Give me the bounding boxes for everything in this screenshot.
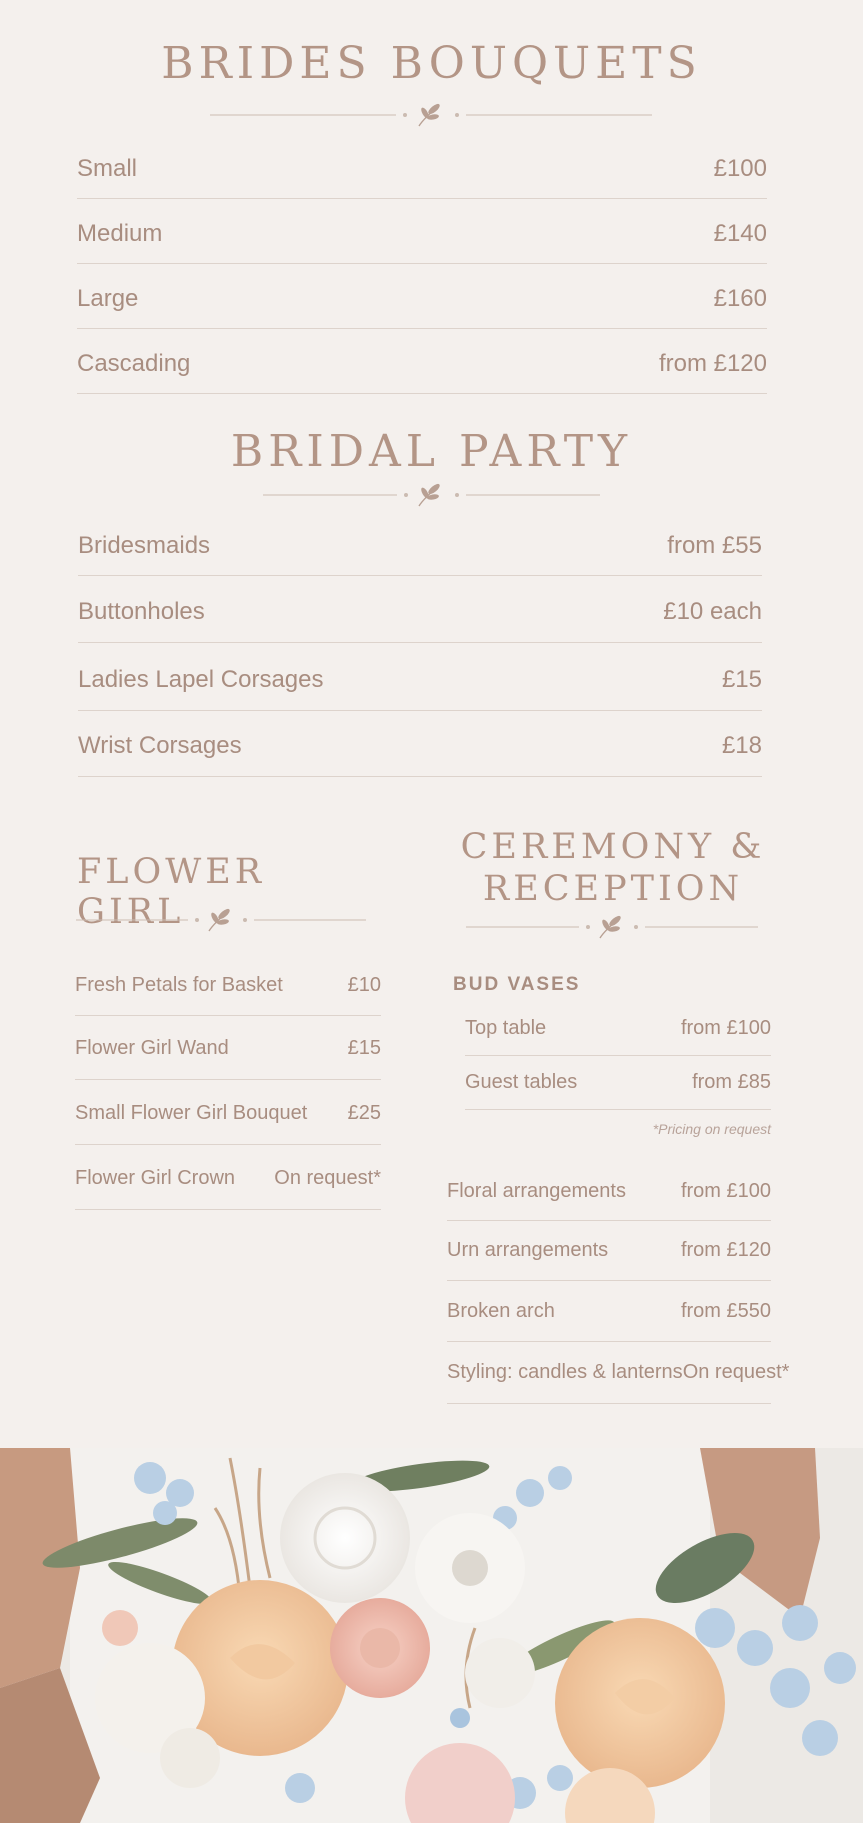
- item-price: On request*: [682, 1361, 790, 1383]
- item-name: Fresh Petals for Basket: [75, 973, 283, 996]
- pricing-note: *Pricing on request: [652, 1121, 771, 1137]
- list-item: [75, 1147, 381, 1210]
- item-price: £140: [713, 219, 767, 247]
- list-item: [447, 1163, 771, 1221]
- item-name: Wrist Corsages: [78, 732, 242, 759]
- item-name: Buttonholes: [78, 598, 205, 625]
- list-item: [77, 269, 767, 329]
- ceremony-title-line: RECEPTION: [482, 869, 744, 909]
- item-name: Top table: [465, 1017, 547, 1039]
- leaf-divider: [263, 480, 600, 512]
- item-name: Ladies Lapel Corsages: [78, 665, 324, 693]
- item-price: £10: [347, 973, 381, 996]
- item-name: Small: [77, 155, 138, 182]
- bouquet-photo: [0, 1448, 863, 1823]
- item-price: £100: [713, 155, 767, 182]
- flower-bouquet-image: [0, 1448, 863, 1823]
- list-item: [77, 204, 767, 264]
- item-price: from £550: [680, 1299, 771, 1322]
- item-name: Floral arrangements: [447, 1180, 626, 1202]
- item-name: Medium: [77, 219, 163, 247]
- leaf-divider: [210, 100, 652, 132]
- leaf-sprig-icon: [419, 482, 441, 506]
- item-name: Styling: candles & lanterns: [447, 1361, 683, 1383]
- item-price: On request*: [274, 1166, 381, 1189]
- item-name: Cascading: [77, 349, 191, 377]
- item-name: Bridesmaids: [78, 531, 211, 559]
- leaf-sprig-icon: [209, 907, 231, 931]
- leaf-divider: [76, 905, 366, 937]
- list-item: [447, 1281, 771, 1342]
- bridal-party-title: BRIDAL PARTY: [230, 426, 633, 477]
- list-item: [447, 1221, 771, 1281]
- item-price: from £120: [658, 349, 767, 377]
- list-item: [465, 1002, 771, 1056]
- item-name: Flower Girl Crown: [75, 1166, 236, 1189]
- list-item: [78, 516, 762, 576]
- list-item: [78, 649, 762, 711]
- list-item: [75, 955, 381, 1016]
- item-price: £18: [721, 732, 762, 759]
- list-item: [75, 1018, 381, 1080]
- brides-bouquets-title: BRIDES BOUQUETS: [161, 38, 702, 89]
- item-price: £10 each: [663, 598, 762, 625]
- item-name: Broken arch: [447, 1299, 555, 1322]
- bud-vases-title: BUD VASES: [453, 974, 581, 995]
- item-price: £160: [713, 284, 767, 312]
- item-price: from £100: [680, 1180, 771, 1202]
- item-price: from £120: [680, 1239, 771, 1261]
- leaf-sprig-icon: [600, 914, 622, 938]
- list-item: [465, 1056, 771, 1110]
- item-name: Small Flower Girl Bouquet: [75, 1101, 308, 1124]
- item-name: Urn arrangements: [447, 1239, 609, 1261]
- list-item: [78, 582, 762, 643]
- item-price: from £85: [692, 1071, 771, 1093]
- ceremony-title: [448, 826, 778, 910]
- item-price: £15: [347, 1037, 381, 1059]
- leaf-divider: [466, 912, 758, 944]
- list-item: [78, 716, 762, 777]
- item-price: from £55: [667, 531, 762, 559]
- list-item: [75, 1082, 381, 1145]
- item-price: £15: [721, 665, 762, 693]
- leaf-sprig-icon: [419, 102, 441, 126]
- item-name: Guest tables: [465, 1071, 578, 1093]
- item-price: £25: [347, 1101, 381, 1124]
- item-name: Flower Girl Wand: [75, 1037, 229, 1059]
- list-item: [447, 1342, 790, 1404]
- item-name: Large: [77, 284, 139, 312]
- item-price: from £100: [680, 1017, 771, 1039]
- list-item: [77, 140, 767, 199]
- ceremony-title-line: CEREMONY &: [460, 827, 766, 867]
- list-item: [77, 334, 767, 394]
- flower-girl-title: FLOWER GIRL: [77, 852, 266, 932]
